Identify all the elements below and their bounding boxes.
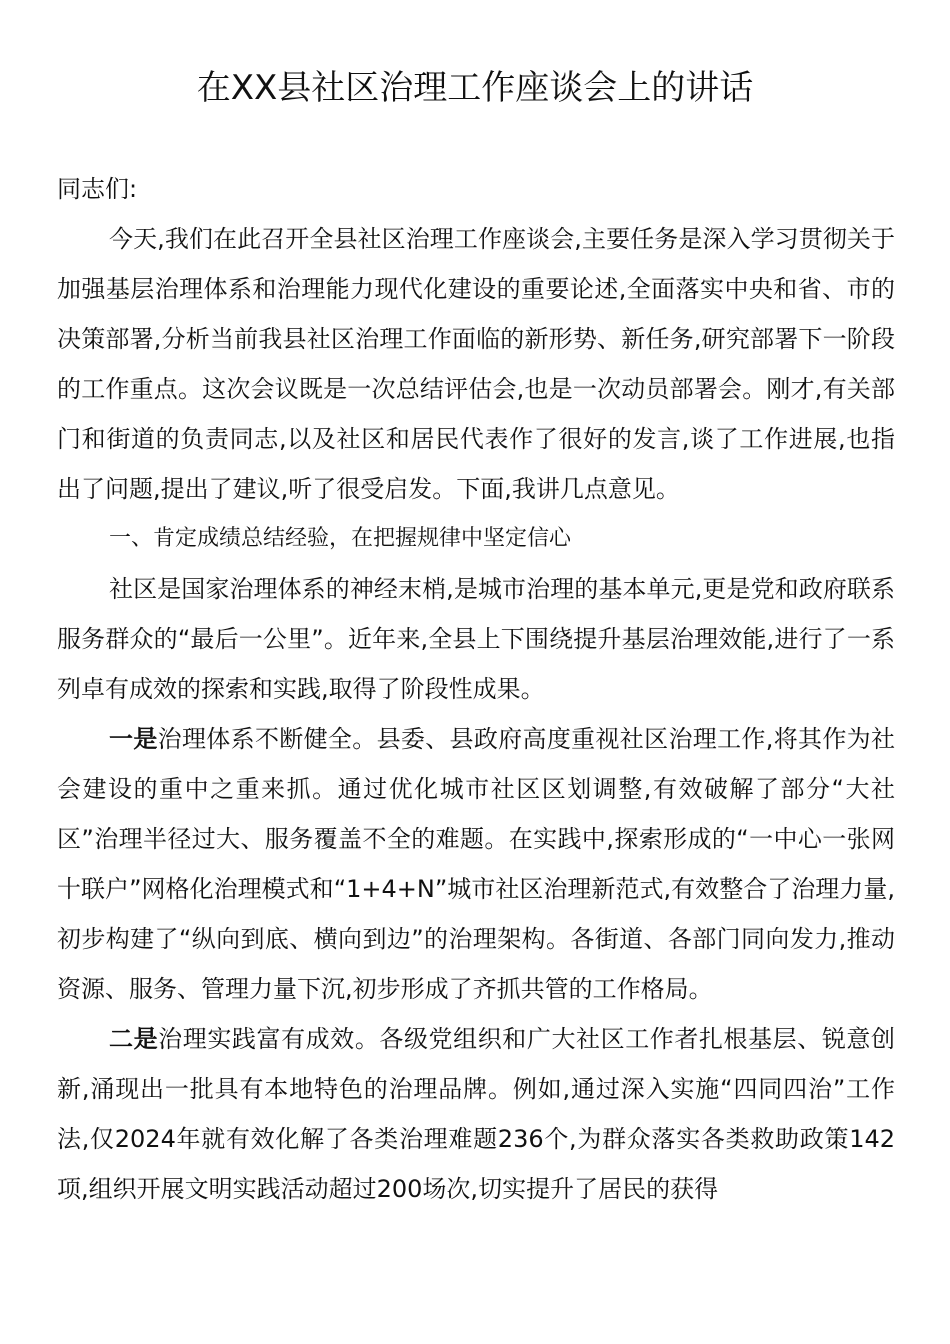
paragraph-point-one: [57, 714, 895, 1014]
paragraph-opening: [57, 214, 895, 514]
paragraph-lead: 二是: [109, 1025, 159, 1053]
paragraph-community: [57, 564, 895, 714]
paragraph-text: 今天,我们在此召开全县社区治理工作座谈会,主要任务是深入学习贯彻关于加强基层治理体系和治理能力现代化建设的重要论述,全面落实中央和省、市的决策部署,分析当前我县社区治理工作面临的新形势、新任务,研究部署下一阶段的工作重点。这次会议既是一次总结评估会,也是一次动员部署会。刚才,有关部门和街道的负责同志,以及社区和居民代表作了很好的发言,谈了工作进展,也指出了问题,提出了建议,听了很受启发。下面,我讲几点意见。: [57, 225, 895, 503]
document-body: [57, 164, 895, 1214]
paragraph-point-two: [57, 1014, 895, 1214]
section-heading: 一、肯定成绩总结经验，在把握规律中坚定信心: [109, 526, 572, 551]
paragraph-text: 治理实践富有成效。各级党组织和广大社区工作者扎根基层、锐意创新,涌现出一批具有本地特色的治理品牌。例如,通过深入实施“四同四治”工作法,仅2024年就有效化解了各类治理难题236个,为群众落实各类救助政策142项,组织开展文明实践活动超过200场次,切实提升了居民的获得: [57, 1025, 896, 1203]
salutation: 同志们:: [57, 175, 138, 203]
paragraph-text: 社区是国家治理体系的神经末梢,是城市治理的基本单元,更是党和政府联系服务群众的“最后一公里”。近年来,全县上下围绕提升基层治理效能,进行了一系列卓有成效的探索和实践,取得了阶段性成果。: [57, 575, 895, 703]
paragraph-lead: 一是: [109, 725, 158, 753]
paragraph-text: 治理体系不断健全。县委、县政府高度重视社区治理工作,将其作为社会建设的重中之重来抓。通过优化城市社区区划调整,有效破解了部分“大社区”治理半径过大、服务覆盖不全的难题。在实践中,探索形成的“一中心一张网十联户”网格化治理模式和“1+4+N”城市社区治理新范式,有效整合了治理力量,初步构建了“纵向到底、横向到边”的治理架构。各街道、各部门同向发力,推动资源、服务、管理力量下沉,初步形成了齐抓共管的工作格局。: [57, 725, 895, 1003]
document-title: 在XX县社区治理工作座谈会上的讲话: [196, 68, 754, 108]
